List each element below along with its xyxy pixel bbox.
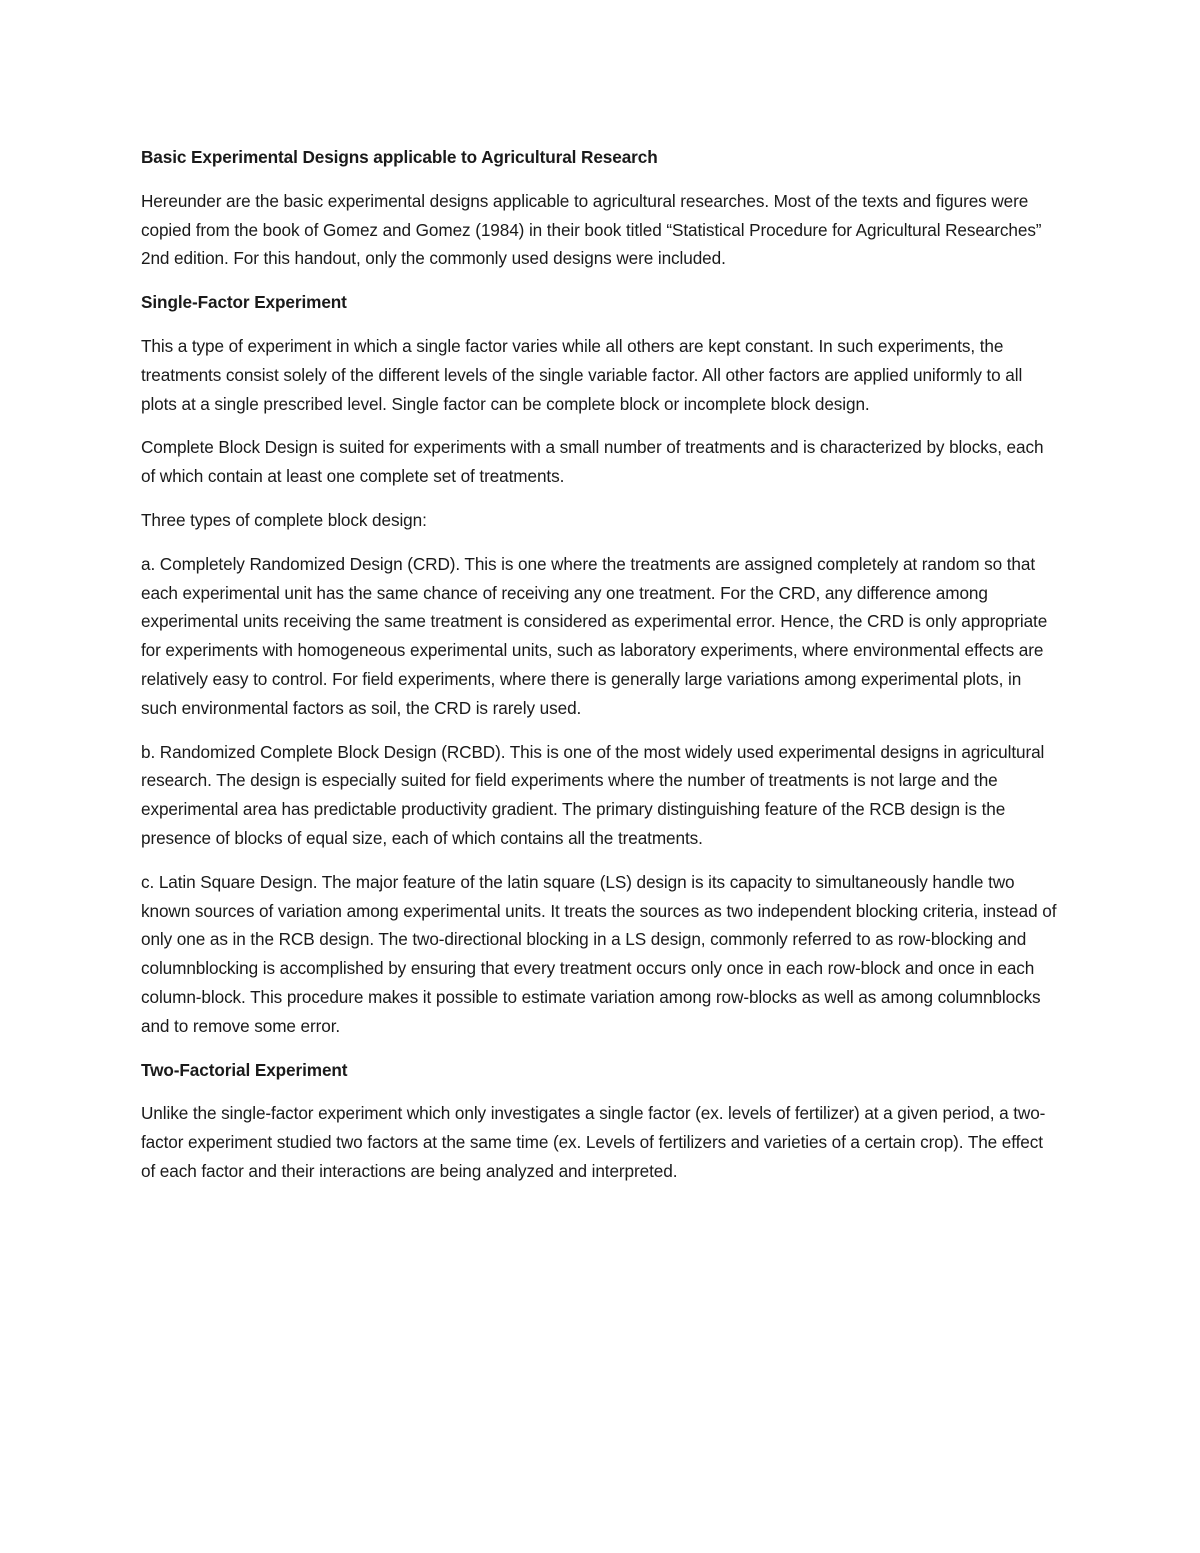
two-factorial-heading: Two-Factorial Experiment [141,1059,348,1080]
document-title: Basic Experimental Designs applicable to Agricultural Research [141,147,658,167]
single-factor-paragraph: This a type of experiment in which a single factor varies while all others are kept constant. In such experiments, the treatments consist solely of the different levels of the single variable factor. All other factors are applied uniformly to all plots at a single prescribed level. Single factor can be complete block or incomplete block design. [141,335,1023,414]
latin-square-paragraph: c. Latin Square Design. The major feature of the latin square (LS) design is its capacity to simultaneously handle two known sources of variation among experimental units. It treats the sources as two independent blocking criteria, instead of only one as in the RCB design. The two-directional blocking in a LS design, commonly referred to as row-blocking and columnblocking is accomplished by ensuring that every treatment occurs only once in each row-block and once in each column-block. This procedure makes it possible to estimate variation among row-blocks as well as among columnblocks and to remove some error. [141,871,1057,1036]
two-factorial-paragraph: Unlike the single-factor experiment which only investigates a single factor (ex. levels of fertilizer) at a given period, a two-factor experiment studied two factors at the same time (ex. Levels of fertilizers and varieties of a certain crop). The effect of each factor and their interactions are being analyzed and interpreted. [141,1103,1046,1181]
single-factor-heading: Single-Factor Experiment [141,292,347,313]
complete-block-paragraph: Complete Block Design is suited for experiments with a small number of treatments and is characterized by blocks, each of which contain at least one complete set of treatments. [141,437,1044,487]
document-body [141,143,1061,1201]
rcbd-paragraph: b. Randomized Complete Block Design (RCBD). This is one of the most widely used experimental designs in agricultural research. The design is especially suited for field experiments where the number of treatments is not large and the experimental area has predictable productivity gradient. The primary distinguishing feature of the RCB design is the presence of blocks of equal size, each of which contains all the treatments. [141,741,1045,848]
complete-block-types-paragraph: Three types of complete block design: [141,509,427,530]
crd-paragraph: a. Completely Randomized Design (CRD). This is one where the treatments are assigned completely at random so that each experimental unit has the same chance of receiving any one treatment. For the CRD, any difference among experimental units receiving the same treatment is considered as experimental error. Hence, the CRD is only appropriate for experiments with homogeneous experimental units, such as laboratory experiments, where environmental effects are relatively easy to control. For field experiments, where there is generally large variations among experimental plots, in such environmental factors as soil, the CRD is rarely used. [141,553,1048,718]
intro-paragraph: Hereunder are the basic experimental designs applicable to agricultural researches. Most of the texts and figures were copied from the book of Gomez and Gomez (1984) in their book titled “Statistical Procedure for Agricultural Researches” 2nd edition. For this handout, only the commonly used designs were included. [141,190,1042,269]
